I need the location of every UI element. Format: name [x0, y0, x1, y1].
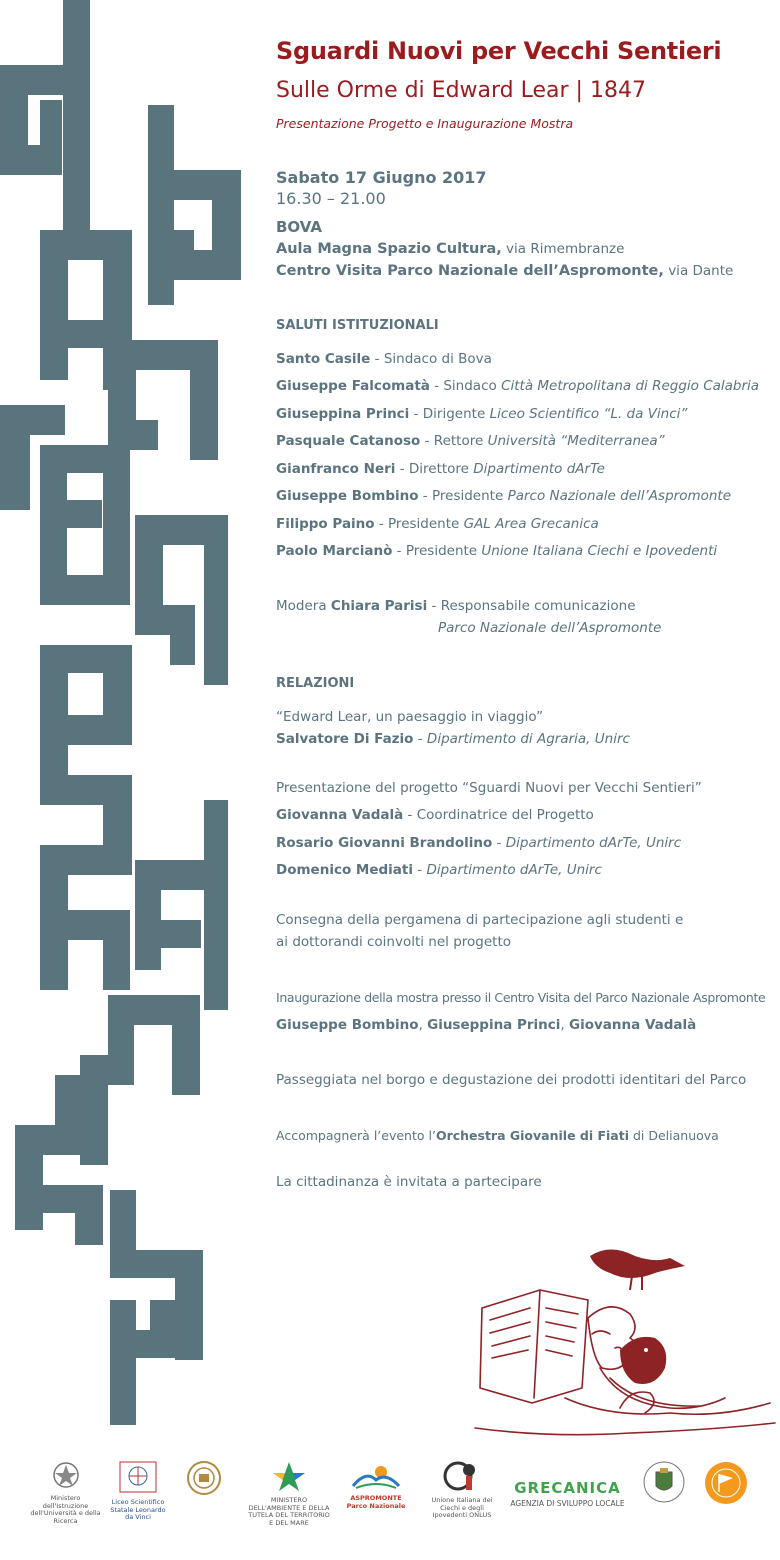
saluti-item: Giuseppe Falcomatà - Sindaco Città Metropolitana di Reggio Calabria	[276, 378, 760, 394]
saluti-item: Gianfranco Neri - Direttore Dipartimento dArTe	[276, 461, 605, 477]
meander-bar	[68, 320, 103, 348]
moderator: Modera Chiara Parisi - Responsabile comunicazione	[276, 598, 636, 614]
project-intro: Presentazione del progetto “Sguardi Nuovi per Vecchi Sentieri”	[276, 780, 702, 796]
saluti-item: Giuseppina Princi - Dirigente Liceo Scientifico “L. da Vinci”	[276, 406, 688, 422]
inaugurazione-text: Inaugurazione della mostra presso il Centro Visita del Parco Nazionale Aspromonte	[276, 990, 766, 1005]
meander-bar	[172, 995, 200, 1095]
meander-bar	[170, 605, 195, 665]
meander-bar	[175, 1250, 203, 1360]
meander-bar	[204, 515, 228, 685]
meander-decoration	[0, 0, 260, 1440]
event-city: BOVA	[276, 218, 322, 236]
project-item: Giovanna Vadalà - Coordinatrice del Progetto	[276, 807, 594, 823]
meander-bar	[161, 920, 201, 948]
saluti-heading: SALUTI ISTITUZIONALI	[276, 318, 439, 333]
talk-speaker: Salvatore Di Fazio - Dipartimento di Agraria, Unirc	[276, 731, 630, 747]
saluti-item: Filippo Paino - Presidente GAL Area Grecanica	[276, 516, 599, 532]
meander-bar	[0, 405, 30, 510]
saluti-item: Paolo Marcianò - Presidente Unione Italiana Ciechi e Ipovedenti	[276, 543, 718, 559]
saluti-item: Giuseppe Bombino - Presidente Parco Nazionale dell’Aspromonte	[276, 488, 732, 504]
venue-1-street: via Rimembranze	[501, 241, 625, 257]
logo-miur: Ministero dell'Istruzione dell'Università e della Ricerca	[28, 1460, 103, 1525]
event-date: Sabato 17 Giugno 2017	[276, 168, 487, 187]
edward-lear-sketch	[470, 1238, 780, 1443]
logo-university	[182, 1460, 226, 1498]
saluti-item: Pasquale Catanoso - Rettore Università “Mediterranea”	[276, 433, 665, 449]
italian-emblem-icon	[51, 1460, 81, 1490]
talk-title: “Edward Lear, un paesaggio in viaggio”	[276, 709, 544, 725]
project-item: Rosario Giovanni Brandolino - Dipartimento dArTe, Unirc	[276, 835, 682, 851]
bova-crest-icon	[642, 1460, 686, 1504]
logo-bova	[640, 1460, 688, 1506]
meander-bar	[75, 1185, 103, 1245]
page-title: Sguardi Nuovi per Vecchi Sentieri	[276, 37, 722, 65]
meander-bar	[148, 105, 174, 305]
closing-text: La cittadinanza è invitata a partecipare	[276, 1174, 542, 1190]
meander-bar	[110, 1300, 136, 1425]
logo-aspromonte: ASPROMONTE Parco Nazionale	[345, 1460, 407, 1510]
inaugurazione-names: Giuseppe Bombino, Giuseppina Princi, Giovanna Vadalà	[276, 1017, 697, 1033]
aspromonte-logo-icon	[351, 1460, 401, 1490]
liceo-logo-icon	[118, 1460, 158, 1494]
venue-1-name: Aula Magna Spazio Cultura,	[276, 241, 502, 257]
venue-2	[276, 263, 733, 279]
meander-bar	[63, 0, 90, 260]
partner-logos	[0, 1450, 780, 1560]
meander-bar	[150, 1300, 175, 1358]
meander-bar	[103, 445, 130, 585]
logo-bandiera-arancione	[700, 1460, 752, 1508]
meander-bar	[190, 340, 218, 460]
meander-bar	[55, 1075, 80, 1130]
grecanica-wordmark: GRECANICA	[514, 1479, 621, 1497]
university-seal-icon	[186, 1460, 222, 1496]
bandiera-arancione-icon	[703, 1460, 749, 1506]
logo-grecanica: GRECANICA AGENZIA DI SVILUPPO LOCALE	[510, 1479, 625, 1509]
uici-logo-icon	[442, 1460, 482, 1492]
consegna-line-1: Consegna della pergamena di partecipazione agli studenti e	[276, 912, 684, 928]
meander-bar	[108, 995, 134, 1085]
meander-bar	[40, 845, 68, 990]
logo-liceo: Liceo Scientifico Statale Leonardo da Vinci	[110, 1460, 166, 1522]
consegna-line-2: ai dottorandi coinvolti nel progetto	[276, 934, 512, 950]
meander-bar	[68, 715, 132, 745]
event-time: 16.30 – 21.00	[276, 189, 386, 208]
ministry-environment-star-icon	[269, 1460, 309, 1492]
meander-bar	[174, 230, 194, 280]
passeggiata-text: Passeggiata nel borgo e degustazione dei prodotti identitari del Parco	[276, 1072, 747, 1088]
logo-ministero-ambiente: MINISTERO DELL'AMBIENTE E DELLA TUTELA DEL TERRITORIO E DEL MARE	[248, 1460, 330, 1527]
saluti-item: Santo Casile - Sindaco di Bova	[276, 351, 492, 367]
venue-2-street: via Dante	[663, 263, 734, 279]
meander-bar	[103, 910, 130, 990]
venue-1	[276, 241, 624, 257]
page-tagline: Presentazione Progetto e Inaugurazione Mostra	[276, 116, 574, 131]
meander-bar	[204, 800, 228, 1010]
meander-bar	[135, 860, 161, 970]
bird-lower	[620, 1337, 666, 1384]
music-text: Accompagnerà l’evento l’Orchestra Giovanile di Fiati di Delianuova	[276, 1128, 719, 1143]
project-item: Domenico Mediati - Dipartimento dArTe, Unirc	[276, 862, 602, 878]
logo-uici: Unione Italiana dei Ciechi e degli Ipovedenti ONLUS	[422, 1460, 502, 1520]
meander-bar	[40, 260, 68, 380]
meander-bar	[40, 100, 62, 175]
venue-2-name: Centro Visita Parco Nazionale dell’Aspromonte,	[276, 263, 664, 279]
bird-top	[590, 1250, 685, 1279]
page-subtitle: Sulle Orme di Edward Lear | 1847	[276, 78, 646, 103]
meander-bar	[15, 1125, 43, 1230]
meander-bar	[40, 500, 102, 528]
relazioni-heading: RELAZIONI	[276, 676, 355, 691]
moderator-org: Parco Nazionale dell’Aspromonte	[438, 620, 662, 636]
book-spine	[534, 1290, 540, 1398]
meander-bar	[40, 575, 130, 605]
